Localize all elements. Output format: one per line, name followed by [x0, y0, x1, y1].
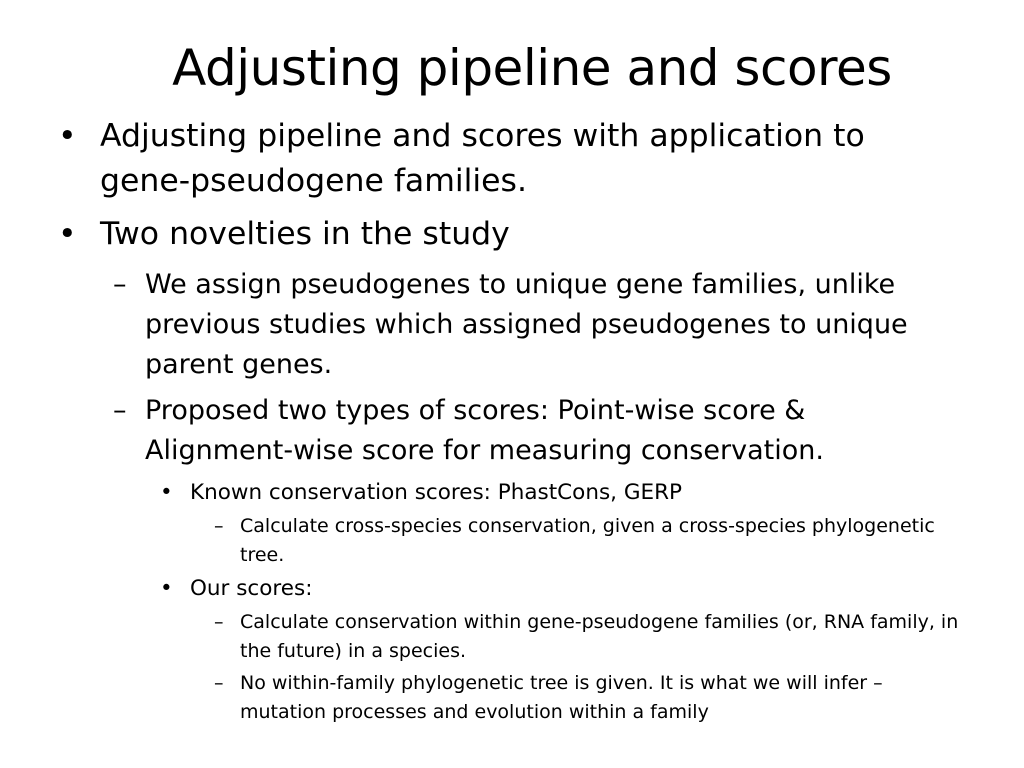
- dash-marker: –: [214, 672, 224, 694]
- level4-bullet-item: [0, 608, 970, 666]
- bullet-text: Two novelties in the study: [100, 216, 510, 252]
- level4-bullet-item: [0, 512, 970, 570]
- bullet-marker: •: [160, 480, 173, 505]
- bullet-item: [0, 212, 950, 257]
- bullet-marker: •: [58, 216, 77, 252]
- bullet-list: [0, 114, 1024, 730]
- dash-marker: –: [214, 611, 224, 633]
- level3-bullet-text: Known conservation scores: PhastCons, GERP: [190, 480, 682, 505]
- level3-bullet-text: Our scores:: [190, 576, 313, 601]
- sub-bullet-text: We assign pseudogenes to unique gene families, unlike previous studies which assigned pseudogenes to unique parent genes.: [145, 269, 908, 380]
- level4-bullet-text: Calculate cross-species conservation, given a cross-species phylogenetic tree.: [240, 515, 935, 566]
- level4-bullet-text: Calculate conservation within gene-pseudogene families (or, RNA family, in the future) in a species.: [240, 611, 959, 662]
- dash-marker: –: [113, 269, 127, 300]
- level3-bullet-item: [0, 477, 950, 509]
- level3-bullet-item: [0, 573, 950, 605]
- sub-bullet-item: [0, 391, 945, 471]
- sub-bullet-item: [0, 265, 945, 385]
- dash-marker: –: [214, 515, 224, 537]
- bullet-marker: •: [58, 118, 77, 154]
- slide-title: Adjusting pipeline and scores: [172, 39, 892, 97]
- level4-bullet-item: [0, 669, 970, 727]
- dash-marker: –: [113, 395, 127, 426]
- bullet-item: [0, 114, 950, 204]
- bullet-marker: •: [160, 576, 173, 601]
- sub-bullet-text: Proposed two types of scores: Point-wise score & Alignment-wise score for measuring conservation.: [145, 395, 824, 466]
- level4-bullet-text: No within-family phylogenetic tree is given. It is what we will infer – mutation processes and evolution within a family: [240, 672, 883, 723]
- bullet-text: Adjusting pipeline and scores with application to gene-pseudogene families.: [100, 118, 865, 199]
